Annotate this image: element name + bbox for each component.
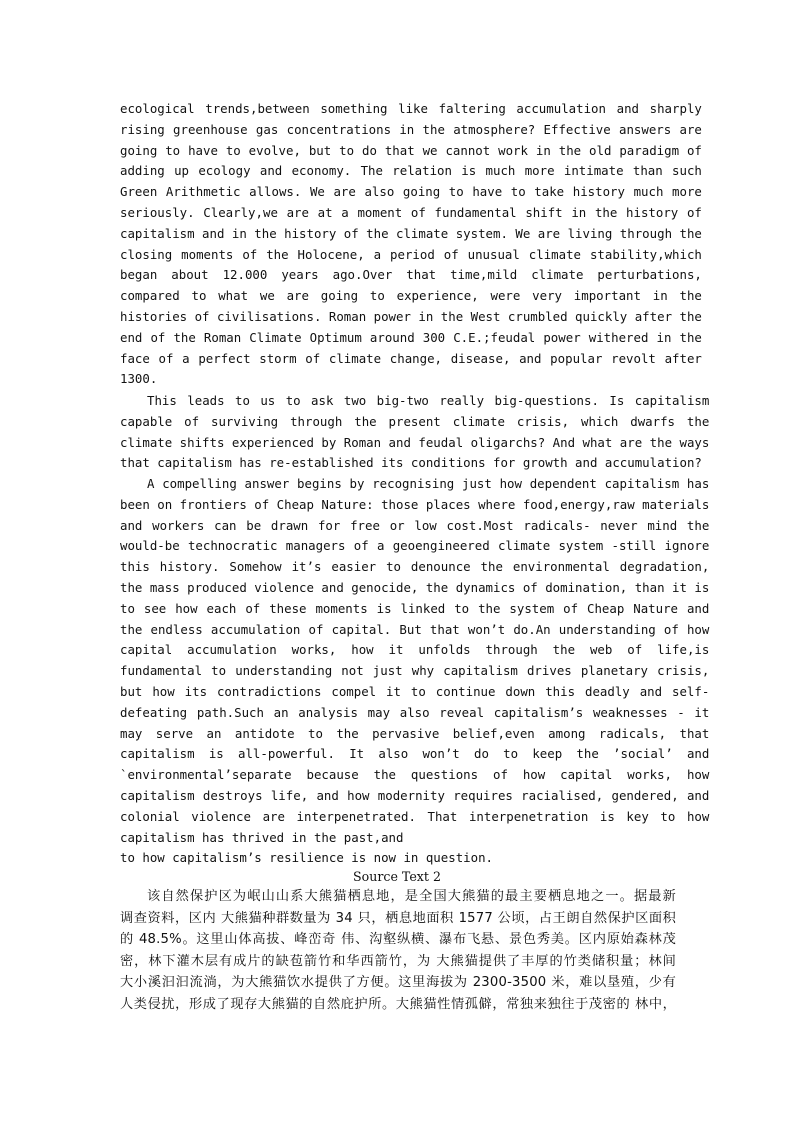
text-line: but how its contradictions compel it to continue down this deadly and self-: [120, 683, 710, 699]
text-line: face of a perfect storm of climate change, disease, and popular revolt after: [120, 350, 702, 366]
text-line: capitalism has thrived in the past,and: [120, 829, 404, 845]
text-line: defeating path.Such an analysis may also reveal capitalism’s weaknesses - it: [120, 704, 710, 720]
text-line: seriously. Clearly,we are at a moment of fundamental shift in the history of: [120, 204, 702, 220]
source-text-2-paragraph: [120, 886, 676, 1016]
text-line: the mass produced violence and genocide, the dynamics of domination, than it is: [120, 579, 710, 595]
text-line: rising greenhouse gas concentrations in the atmosphere? Effective answers are: [120, 121, 702, 137]
text-line: capitalism is all-powerful. It also won’t do to keep the ’social’ and: [120, 746, 710, 762]
text-line: the endless accumulation of capital. But that won’t do.An understanding of how: [120, 621, 710, 637]
text-line: would-be technocratic managers of a geoengineered climate system -still ignore: [120, 538, 710, 554]
text-line: began about 12.000 years ago.Over that time,mild climate perturbations,: [120, 267, 702, 283]
text-line: histories of civilisations. Roman power in the West crumbled quickly after the: [120, 308, 702, 324]
text-line: A compelling answer begins by recognising just how dependent capitalism has: [147, 476, 710, 491]
text-line: compared to what we are going to experience, were very important in the: [120, 288, 702, 304]
text-line: capitalism and in the history of the climate system. We are living through the: [120, 225, 702, 241]
text-line: ecological trends,between something like faltering accumulation and sharply: [120, 101, 702, 116]
source-text-1-paragraph-1: [120, 99, 702, 390]
text-line: 密，林下灌木层有成片的缺苞箭竹和华西箭竹，为 大熊猫提供了丰厚的竹类储积量；林间: [120, 953, 676, 969]
text-line: capable of surviving through the present climate crisis, which dwarfs the: [120, 413, 710, 429]
text-line: 1300.: [120, 371, 158, 387]
text-line: colonial violence are interpenetrated. That interpenetration is key to how: [120, 808, 710, 824]
text-line: 大小溪汩汩流淌，为大熊猫饮水提供了方便。这里海拔为 2300-3500 米，难以垦殖，少有: [120, 975, 676, 991]
text-line: 调查资料，区内 大熊猫种群数量为 34 只，栖息地面积 1577 公顷，占王朗自然保护区面积: [120, 910, 676, 926]
text-line: 该自然保护区为岷山山系大熊猫栖息地，是全国大熊猫的最主要栖息地之一。据最新: [147, 889, 676, 904]
text-line: been on frontiers of Cheap Nature: those places where food,energy,raw materials: [120, 496, 710, 512]
text-line: `environmental’separate because the questions of how capital works, how: [120, 767, 710, 783]
text-line: to how capitalism’s resilience is now in question.: [120, 850, 493, 866]
text-line: to see how each of these moments is linked to the system of Cheap Nature and: [120, 600, 710, 616]
text-line: adding up ecology and economy. The relation is much more intimate than such: [120, 163, 702, 179]
text-line: that capitalism has re-established its conditions for growth and accumulation?: [120, 455, 702, 471]
text-line: capitalism destroys life, and how modernity requires racialised, gendered, and: [120, 787, 710, 803]
text-line: 人类侵扰，形成了现存大熊猫的自然庇护所。大熊猫性情孤僻，常独来独往于茂密的 林中，: [120, 996, 676, 1012]
text-line: closing moments of the Holocene, a period of unusual climate stability,which: [120, 246, 702, 262]
text-line: end of the Roman Climate Optimum around 300 C.E.;feudal power withered in the: [120, 329, 702, 345]
text-line: going to have to evolve, but to do that we cannot work in the old paradigm of: [120, 142, 702, 158]
text-line: capital accumulation works, how it unfolds through the web of life,is: [120, 642, 710, 658]
text-line: and workers can be drawn for free or low cost.Most radicals- never mind the: [120, 517, 710, 533]
source-text-2-heading: Source Text 2: [353, 869, 441, 884]
text-line: this history. Somehow it’s easier to denounce the environmental degradation,: [120, 559, 710, 575]
text-line: fundamental to understanding not just why capitalism drives planetary crisis,: [120, 663, 710, 679]
text-line: 的 48.5%。这里山体高拔、峰峦奇 伟、沟壑纵横、瀑布飞悬、景色秀美。区内原始森林茂: [120, 932, 676, 948]
source-text-1-paragraph-3: [120, 474, 709, 869]
text-line: climate shifts experienced by Roman and feudal oligarchs? And what are the ways: [120, 434, 710, 450]
text-line: may serve an antidote to the pervasive belief,even among radicals, that: [120, 725, 710, 741]
source-text-1-paragraph-2: [120, 391, 709, 474]
text-line: This leads to us to ask two big-two really big-questions. Is capitalism: [147, 393, 710, 408]
text-line: Green Arithmetic allows. We are also going to have to take history much more: [120, 184, 702, 200]
